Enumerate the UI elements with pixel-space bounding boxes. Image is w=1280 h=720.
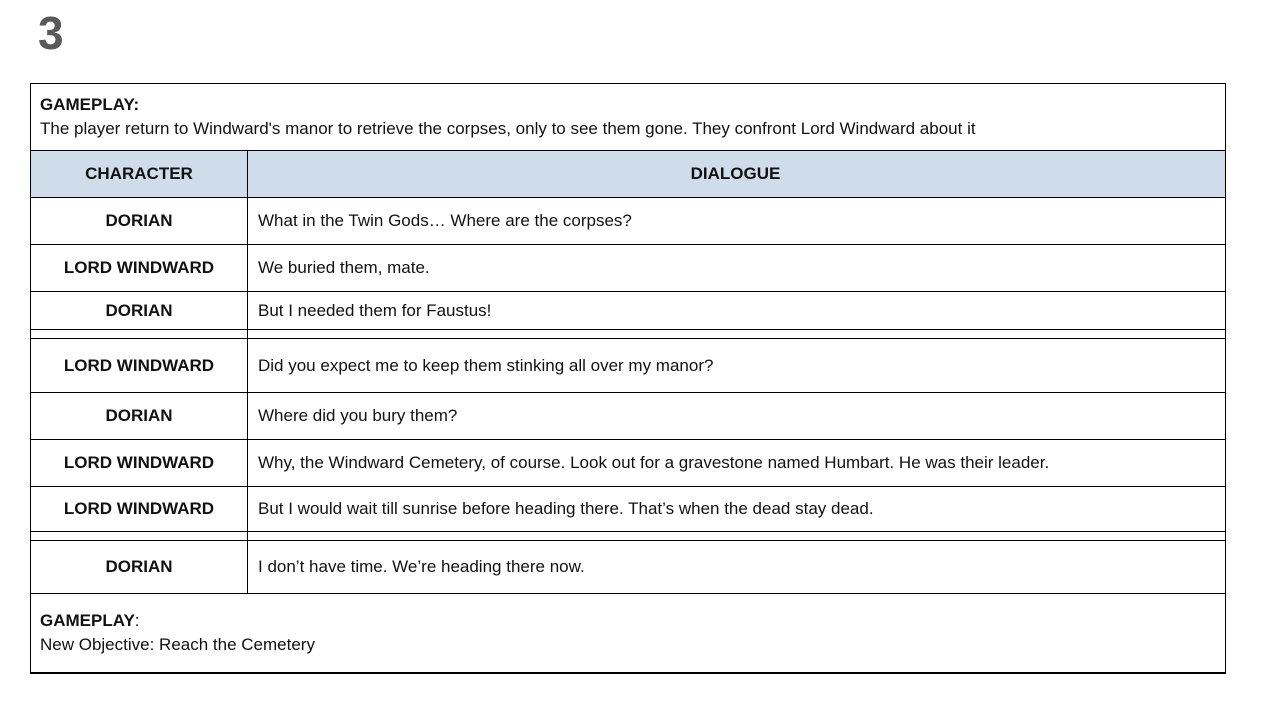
gameplay-note-top	[31, 84, 1225, 150]
character-cell: DORIAN	[31, 292, 248, 329]
dialogue-row	[31, 540, 1225, 593]
dialogue-row	[31, 197, 1225, 244]
dialogue-cell: We buried them, mate.	[258, 258, 430, 277]
gameplay-text-top: The player return to Windward's manor to retrieve the corpses, only to see them gone. They confront Lord Windward about it	[40, 119, 976, 138]
dialogue-cell: I don’t have time. We’re heading there now.	[258, 557, 585, 576]
dialogue-row	[31, 244, 1225, 291]
character-cell: DORIAN	[31, 541, 248, 593]
dialogue-row	[31, 338, 1225, 392]
dialogue-row	[31, 392, 1225, 439]
gameplay-text-bottom: New Objective: Reach the Cemetery	[40, 635, 315, 654]
character-cell: LORD WINDWARD	[31, 440, 248, 486]
dialogue-cell: But I needed them for Faustus!	[258, 300, 492, 320]
dialogue-cell: Where did you bury them?	[258, 406, 458, 425]
dialogue-header-row	[31, 150, 1225, 197]
dialogue-row	[31, 486, 1225, 531]
character-cell: DORIAN	[31, 393, 248, 439]
dialogue-cell: Did you expect me to keep them stinking all over my manor?	[258, 355, 714, 375]
dialogue-column-header: DIALOGUE	[690, 164, 781, 183]
row-group-spacer	[31, 329, 1225, 338]
dialogue-row	[31, 439, 1225, 486]
gameplay-note-bottom	[31, 593, 1225, 672]
character-cell: LORD WINDWARD	[31, 487, 248, 531]
character-column-header: CHARACTER	[31, 151, 248, 197]
gameplay-label-top: GAMEPLAY:	[40, 95, 140, 114]
slide-number: 3	[38, 7, 64, 59]
character-cell: LORD WINDWARD	[31, 339, 248, 392]
character-cell: DORIAN	[31, 198, 248, 244]
dialogue-cell: Why, the Windward Cemetery, of course. Look out for a gravestone named Humbart. He was their leader.	[258, 453, 1050, 472]
dialogue-cell: What in the Twin Gods… Where are the corpses?	[258, 211, 632, 230]
row-group-spacer	[31, 531, 1225, 540]
dialogue-cell: But I would wait till sunrise before heading there. That’s when the dead stay dead.	[258, 499, 874, 518]
dialogue-row	[31, 291, 1225, 329]
gameplay-label-bottom: GAMEPLAY:	[40, 611, 140, 630]
character-cell: LORD WINDWARD	[31, 245, 248, 291]
script-table	[30, 83, 1226, 674]
